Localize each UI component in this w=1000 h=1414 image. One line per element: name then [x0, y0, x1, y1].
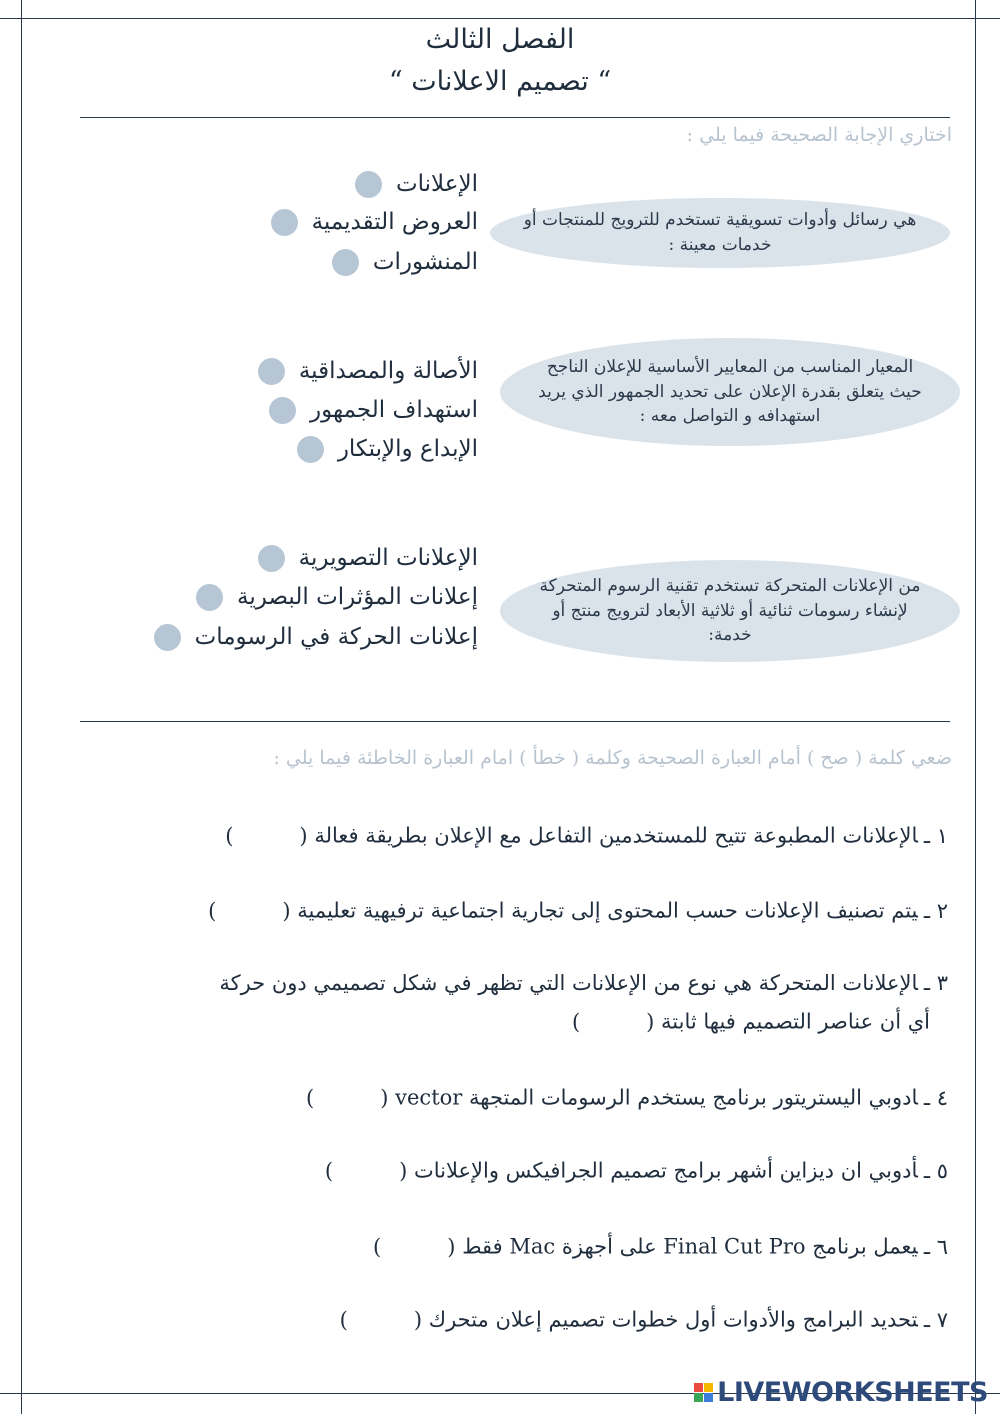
- close-paren: ): [324, 1158, 334, 1183]
- open-paren: (: [299, 823, 308, 848]
- question-1-prompt: هي رسائل وأدوات تسويقية تستخدم للترويج للمنتجات أو خدمات معينة :: [490, 198, 950, 268]
- radio-bullet[interactable]: [271, 209, 298, 236]
- radio-bullet[interactable]: [297, 436, 324, 463]
- option-label: الإبداع والإبتكار: [337, 436, 478, 462]
- logo-square-yellow: [704, 1383, 713, 1392]
- radio-bullet[interactable]: [355, 171, 382, 198]
- statement-text: يعمل برنامج Final Cut Pro على أجهزة Mac فقط: [462, 1234, 918, 1259]
- answer-input-1[interactable]: [233, 823, 299, 851]
- close-paren: ): [306, 1085, 315, 1110]
- header-divider: [80, 117, 950, 118]
- radio-bullet[interactable]: [258, 545, 285, 572]
- statement-text: يتم تصنيف الإعلانات حسب المحتوى إلى تجارية اجتماعية ترفيهية تعليمية: [297, 898, 918, 923]
- logo-square-green: [694, 1393, 703, 1402]
- close-paren: ): [571, 1009, 581, 1034]
- radio-bullet[interactable]: [332, 249, 359, 276]
- question-3-prompt: من الإعلانات المتحركة تستخدم تقنية الرسوم المتحركة لإنشاء رسومات ثنائية أو ثلاثية الأبعاد لترويج منتج أو خدمة:: [500, 560, 960, 662]
- liveworksheets-logo[interactable]: [694, 1377, 988, 1408]
- statement-number: ١ ـ: [923, 823, 948, 848]
- close-paren: ): [373, 1234, 382, 1259]
- statement-text: ادوبي اليستريتور برنامج يستخدم الرسومات المتجهة vector: [395, 1085, 918, 1110]
- open-paren: (: [380, 1085, 389, 1110]
- statement-number: ٧ ـ: [923, 1307, 948, 1332]
- question-2-option-1[interactable]: [258, 354, 478, 388]
- option-label: الأصالة والمصداقية: [298, 358, 478, 384]
- statement-6: [373, 1234, 948, 1262]
- logo-square-blue: [704, 1393, 713, 1402]
- answer-input-6[interactable]: [381, 1234, 447, 1262]
- statement-text: تحديد البرامج والأدوات أول خطوات تصميم إعلان متحرك: [428, 1307, 918, 1332]
- statement-5: [325, 1158, 948, 1186]
- statement-3: [219, 971, 948, 995]
- radio-bullet[interactable]: [196, 584, 223, 611]
- option-label: الإعلانات التصويرية: [298, 545, 478, 571]
- chapter-title: الفصل الثالث: [425, 24, 575, 55]
- question-1-option-2[interactable]: [271, 205, 478, 239]
- question-2-prompt: المعيار المناسب من المعايير الأساسية للإعلان الناجح حيث يتعلق بقدرة الإعلان على تحديد الجمهور الذي يريد استهدافه و التواصل معه :: [500, 338, 960, 446]
- section2-instruction: ضعي كلمة ( صح ) أمام العبارة الصحيحة وكلمة ( خطأ ) امام العبارة الخاطئة فيما يلي :: [273, 747, 952, 769]
- option-label: الإعلانات: [395, 171, 478, 197]
- question-3-option-2[interactable]: [196, 580, 478, 614]
- option-label: استهداف الجمهور: [310, 397, 478, 423]
- open-paren: (: [447, 1234, 456, 1259]
- open-paren: (: [646, 1009, 655, 1034]
- statement-7: [340, 1307, 948, 1335]
- statement-1: [225, 823, 948, 851]
- close-paren: ): [225, 823, 234, 848]
- answer-input-2[interactable]: [216, 898, 282, 926]
- close-paren: ): [339, 1307, 348, 1332]
- radio-bullet[interactable]: [154, 624, 181, 651]
- statement-4: [306, 1085, 948, 1113]
- question-3-option-3[interactable]: [154, 620, 478, 654]
- logo-square-red: [694, 1383, 703, 1392]
- statement-number: ٤ ـ: [923, 1085, 948, 1110]
- radio-bullet[interactable]: [269, 397, 296, 424]
- answer-input-3[interactable]: [580, 1009, 646, 1037]
- option-label: العروض التقديمية: [311, 209, 478, 235]
- statement-number: ٦ ـ: [923, 1234, 948, 1259]
- statement-text-line2: أي أن عناصر التصميم فيها ثابتة: [661, 1009, 930, 1034]
- top-border-line: [0, 18, 1000, 19]
- open-paren: (: [413, 1307, 423, 1332]
- right-margin-line: [975, 0, 976, 1414]
- question-1-option-3[interactable]: [332, 245, 478, 279]
- liveworksheets-logo-text: LIVEWORKSHEETS: [717, 1377, 988, 1408]
- open-paren: (: [282, 898, 291, 923]
- left-margin-line: [21, 0, 22, 1414]
- statement-text: الإعلانات المتحركة هي نوع من الإعلانات التي تظهر في شكل تصميمي دون حركة: [219, 971, 918, 995]
- statement-text: أدوبي ان ديزاين أشهر برامج تصميم الجرافيكس والإعلانات: [413, 1158, 918, 1183]
- question-3-option-1[interactable]: [258, 541, 478, 575]
- answer-input-7[interactable]: [348, 1307, 414, 1335]
- option-label: إعلانات الحركة في الرسومات: [194, 624, 478, 650]
- liveworksheets-logo-icon: [694, 1383, 713, 1402]
- statement-2: [208, 898, 948, 926]
- statement-text: الإعلانات المطبوعة تتيح للمستخدمين التفاعل مع الإعلان بطريقة فعالة: [314, 823, 918, 848]
- lesson-title: “ تصميم الاعلانات “: [388, 66, 612, 97]
- close-paren: ): [208, 898, 217, 923]
- question-2-option-2[interactable]: [269, 393, 478, 427]
- option-label: إعلانات المؤثرات البصرية: [237, 584, 478, 610]
- statement-number: ٥ ـ: [923, 1158, 948, 1183]
- open-paren: (: [399, 1158, 408, 1183]
- statement-3-continuation: [572, 1009, 930, 1037]
- statement-number: ٢ ـ: [923, 898, 948, 923]
- option-label: المنشورات: [372, 249, 478, 275]
- question-1-option-1[interactable]: [355, 167, 478, 201]
- answer-input-5[interactable]: [333, 1158, 399, 1186]
- statement-number: ٣ ـ: [923, 971, 948, 995]
- section1-instruction: اختاري الإجابة الصحيحة فيما يلي :: [686, 124, 952, 146]
- question-2-option-3[interactable]: [297, 432, 478, 466]
- radio-bullet[interactable]: [258, 358, 285, 385]
- section-divider: [80, 721, 950, 722]
- answer-input-4[interactable]: [314, 1085, 380, 1113]
